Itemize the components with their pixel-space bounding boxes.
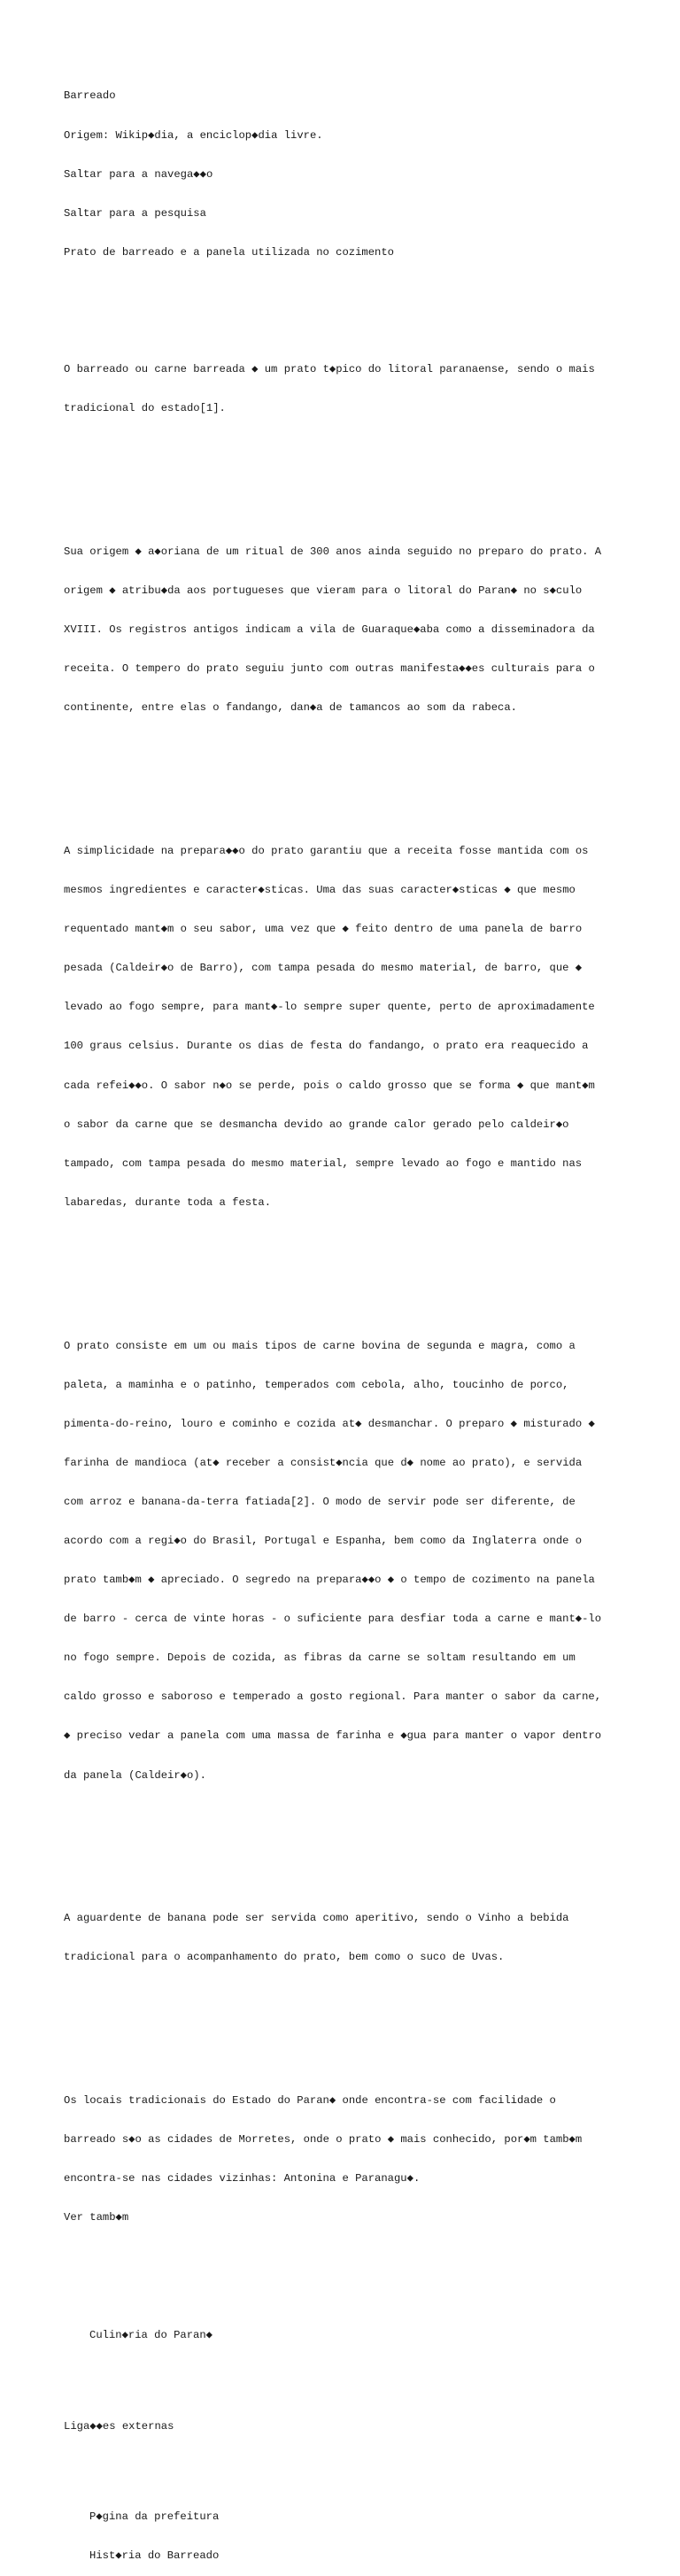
- document-page: [64, 64, 675, 2576]
- text-line: labaredas, durante toda a festa.: [64, 1195, 272, 1209]
- origin-line: Origem: Wikip◆dia, a enciclop◆dia livre.: [64, 128, 323, 142]
- text-line: pimenta-do-reino, louro e cominho e cozida at◆ desmanchar. O preparo ◆ misturado ◆: [64, 1417, 595, 1430]
- text-line: com arroz e banana-da-terra fatiada[2]. O modo de servir pode ser diferente, de: [64, 1495, 576, 1508]
- text-line: A aguardente de banana pode ser servida como aperitivo, sendo o Vinho a bebida: [64, 1912, 569, 1925]
- text-line: O prato consiste em um ou mais tipos de carne bovina de segunda e magra, como a: [64, 1339, 576, 1352]
- text-line: da panela (Caldeir◆o).: [64, 1768, 206, 1782]
- text-line: paleta, a maminha e o patinho, temperados com cebola, alho, toucinho de porco,: [64, 1378, 569, 1391]
- text-line: encontra-se nas cidades vizinhas: Antonina e Paranagu◆.: [64, 2172, 421, 2185]
- text-line: de barro - cerca de vinte horas - o suficiente para desfiar toda a carne e mant◆-lo: [64, 1613, 602, 1626]
- image-caption: Prato de barreado e a panela utilizada no cozimento: [64, 245, 394, 259]
- text-line: levado ao fogo sempre, para mant◆-lo sempre super quente, perto de aproximadamente: [64, 1001, 595, 1014]
- spacer: [64, 1261, 675, 1274]
- spacer: [64, 2459, 675, 2472]
- external-links-heading: Liga◆◆es externas: [64, 2419, 174, 2433]
- text-line: o sabor da carne que se desmancha devido ao grande calor gerado pelo caldeir◆o: [64, 1118, 569, 1131]
- paragraph-drinks: [64, 1886, 675, 1991]
- text-line: farinha de mandioca (at◆ receber a consist◆ncia que d◆ nome ao prato), e servida: [64, 1456, 583, 1469]
- see-also-heading: Ver tamb◆m: [64, 2211, 129, 2224]
- spacer: [64, 2368, 675, 2381]
- text-line: mesmos ingredientes e caracter◆sticas. Uma das suas caracter◆sticas ◆ que mesmo: [64, 884, 576, 897]
- paragraph-ingredients: [64, 1313, 675, 1808]
- text-line: A simplicidade na prepara◆◆o do prato garantiu que a receita fosse mantida com os: [64, 844, 589, 857]
- spacer: [64, 285, 675, 298]
- paragraph-origin: [64, 519, 675, 740]
- spacer: [64, 2277, 675, 2290]
- text-line: acordo com a regi◆o do Brasil, Portugal e Espanha, bem como da Inglaterra onde o: [64, 1534, 583, 1547]
- skip-navigation-link[interactable]: Saltar para a navega◆◆o: [64, 167, 213, 181]
- text-line: tradicional para o acompanhamento do prato, bem como o suco de Uvas.: [64, 1951, 505, 1964]
- see-also-link[interactable]: Culin◆ria do Paran◆: [89, 2328, 213, 2341]
- text-line: prato tamb◆m ◆ apreciado. O segredo na prepara◆◆o ◆ o tempo de cozimento na panela: [64, 1574, 595, 1587]
- paragraph-locations: [64, 2069, 675, 2251]
- text-line: O barreado ou carne barreada ◆ um prato t◆pico do litoral paranaense, sendo o mais: [64, 363, 595, 376]
- paragraph-preparation: [64, 819, 675, 1235]
- text-line: receita. O tempero do prato seguiu junto com outras manifesta◆◆es culturais para o: [64, 662, 595, 676]
- text-line: requentado mant◆m o seu sabor, uma vez que ◆ feito dentro de uma panela de barro: [64, 923, 583, 936]
- article-title: Barreado: [64, 89, 116, 103]
- text-line: Sua origem ◆ a◆oriana de um ritual de 300 anos ainda seguido no preparo do prato. A: [64, 545, 602, 558]
- external-link-historia[interactable]: Hist◆ria do Barreado: [89, 2549, 220, 2563]
- spacer: [64, 1834, 675, 1847]
- text-line: continente, entre elas o fandango, dan◆a de tamancos ao som da rabeca.: [64, 701, 517, 715]
- skip-search-link[interactable]: Saltar para a pesquisa: [64, 206, 206, 220]
- text-line: 100 graus celsius. Durante os dias de festa do fandango, o prato era reaquecido a: [64, 1040, 589, 1053]
- text-line: tradicional do estado[1].: [64, 402, 226, 415]
- spacer: [64, 767, 675, 780]
- spacer: [64, 2016, 675, 2030]
- text-line: cada refei◆◆o. O sabor n◆o se perde, pois o caldo grosso que se forma ◆ que mant◆m: [64, 1079, 595, 1092]
- text-line: origem ◆ atribu◆da aos portugueses que vieram para o litoral do Paran◆ no s◆culo: [64, 584, 583, 597]
- spacer: [64, 468, 675, 481]
- text-line: ◆ preciso vedar a panela com uma massa de farinha e ◆gua para manter o vapor dentro: [64, 1729, 602, 1743]
- text-line: no fogo sempre. Depois de cozida, as fibras da carne se soltam resultando em um: [64, 1652, 576, 1665]
- external-link-prefeitura[interactable]: P◆gina da prefeitura: [89, 2510, 220, 2524]
- text-line: XVIII. Os registros antigos indicam a vila de Guaraque◆aba como a disseminadora da: [64, 623, 595, 637]
- text-line: pesada (Caldeir◆o de Barro), com tampa pesada do mesmo material, de barro, que ◆: [64, 962, 583, 975]
- paragraph-intro: [64, 337, 675, 442]
- text-line: barreado s◆o as cidades de Morretes, onde o prato ◆ mais conhecido, por◆m tamb◆m: [64, 2133, 583, 2147]
- text-line: Os locais tradicionais do Estado do Paran◆ onde encontra-se com facilidade o: [64, 2094, 556, 2108]
- text-line: tampado, com tampa pesada do mesmo material, sempre levado ao fogo e mantido nas: [64, 1156, 583, 1170]
- text-line: caldo grosso e saboroso e temperado a gosto regional. Para manter o sabor da carne,: [64, 1690, 602, 1704]
